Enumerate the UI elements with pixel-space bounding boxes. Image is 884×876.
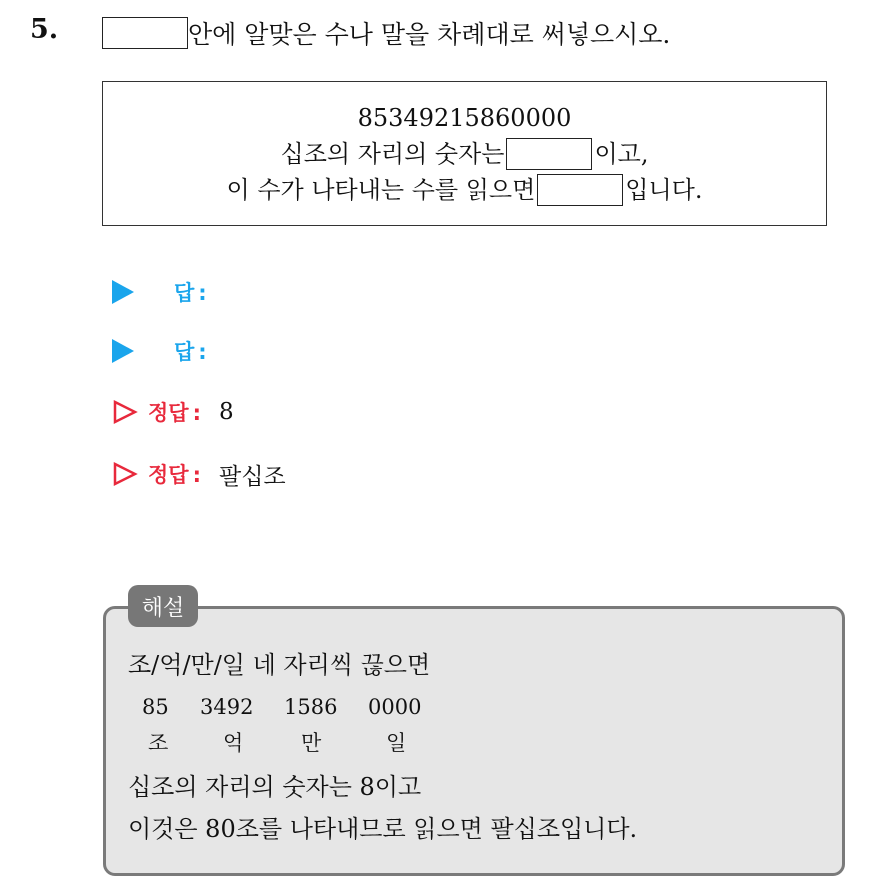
problem-line-reading [227,172,703,208]
explanation-line-2: 십조의 자리의 숫자는 8이고 [128,773,422,801]
filled-triangle-icon [112,280,134,304]
problem-line3-after: 입니다. [625,175,703,204]
solution-row-1 [112,397,234,427]
solution-label: 정답 : [148,463,201,487]
solution-value: 팔십조 [218,463,286,490]
answer-row-2 [112,336,225,366]
solution-row-2 [112,459,286,489]
instruction-blank-box [102,17,188,49]
explanation-line-1: 조/억/만/일 네 자리씩 끊으면 [128,651,431,679]
group-number: 85 [142,695,169,719]
solution-value: 8 [218,399,234,425]
explanation-tag: 해설 [128,585,198,627]
group-number: 3492 [200,695,254,719]
explanation-box [103,606,845,876]
solution-label: 정답 : [148,401,201,425]
question-number: 5. [30,14,59,45]
problem-line2-after: 이고, [594,139,649,168]
group-number: 1586 [284,695,338,719]
group-number: 0000 [368,695,422,719]
problem-line3-before: 이 수가 나타내는 수를 읽으면 [226,175,536,204]
problem-number: 85349215860000 [357,103,572,132]
instruction-text: 안에 알맞은 수나 말을 차례대로 써넣으시오. [188,20,671,49]
group-unit: 억 [223,731,244,755]
outline-triangle-icon [112,399,138,425]
problem-line-ten-trillion [281,136,649,172]
answer-row-1 [112,277,225,307]
problem-number-line [358,100,572,136]
problem-line2-before: 십조의 자리의 숫자는 [280,139,505,168]
answer-blank-reading[interactable] [537,174,623,206]
answer-blank-digit[interactable] [506,138,592,170]
group-unit: 조 [148,731,169,755]
answer-label: 답 : [174,340,207,364]
question-instruction [102,16,670,50]
group-unit: 일 [386,731,407,755]
filled-triangle-icon [112,339,134,363]
outline-triangle-icon [112,461,138,487]
explanation-line-3: 이것은 80조를 나타내므로 읽으면 팔십조입니다. [128,815,638,843]
answer-label: 답 : [174,281,207,305]
problem-box [102,81,827,226]
group-unit: 만 [301,731,322,755]
